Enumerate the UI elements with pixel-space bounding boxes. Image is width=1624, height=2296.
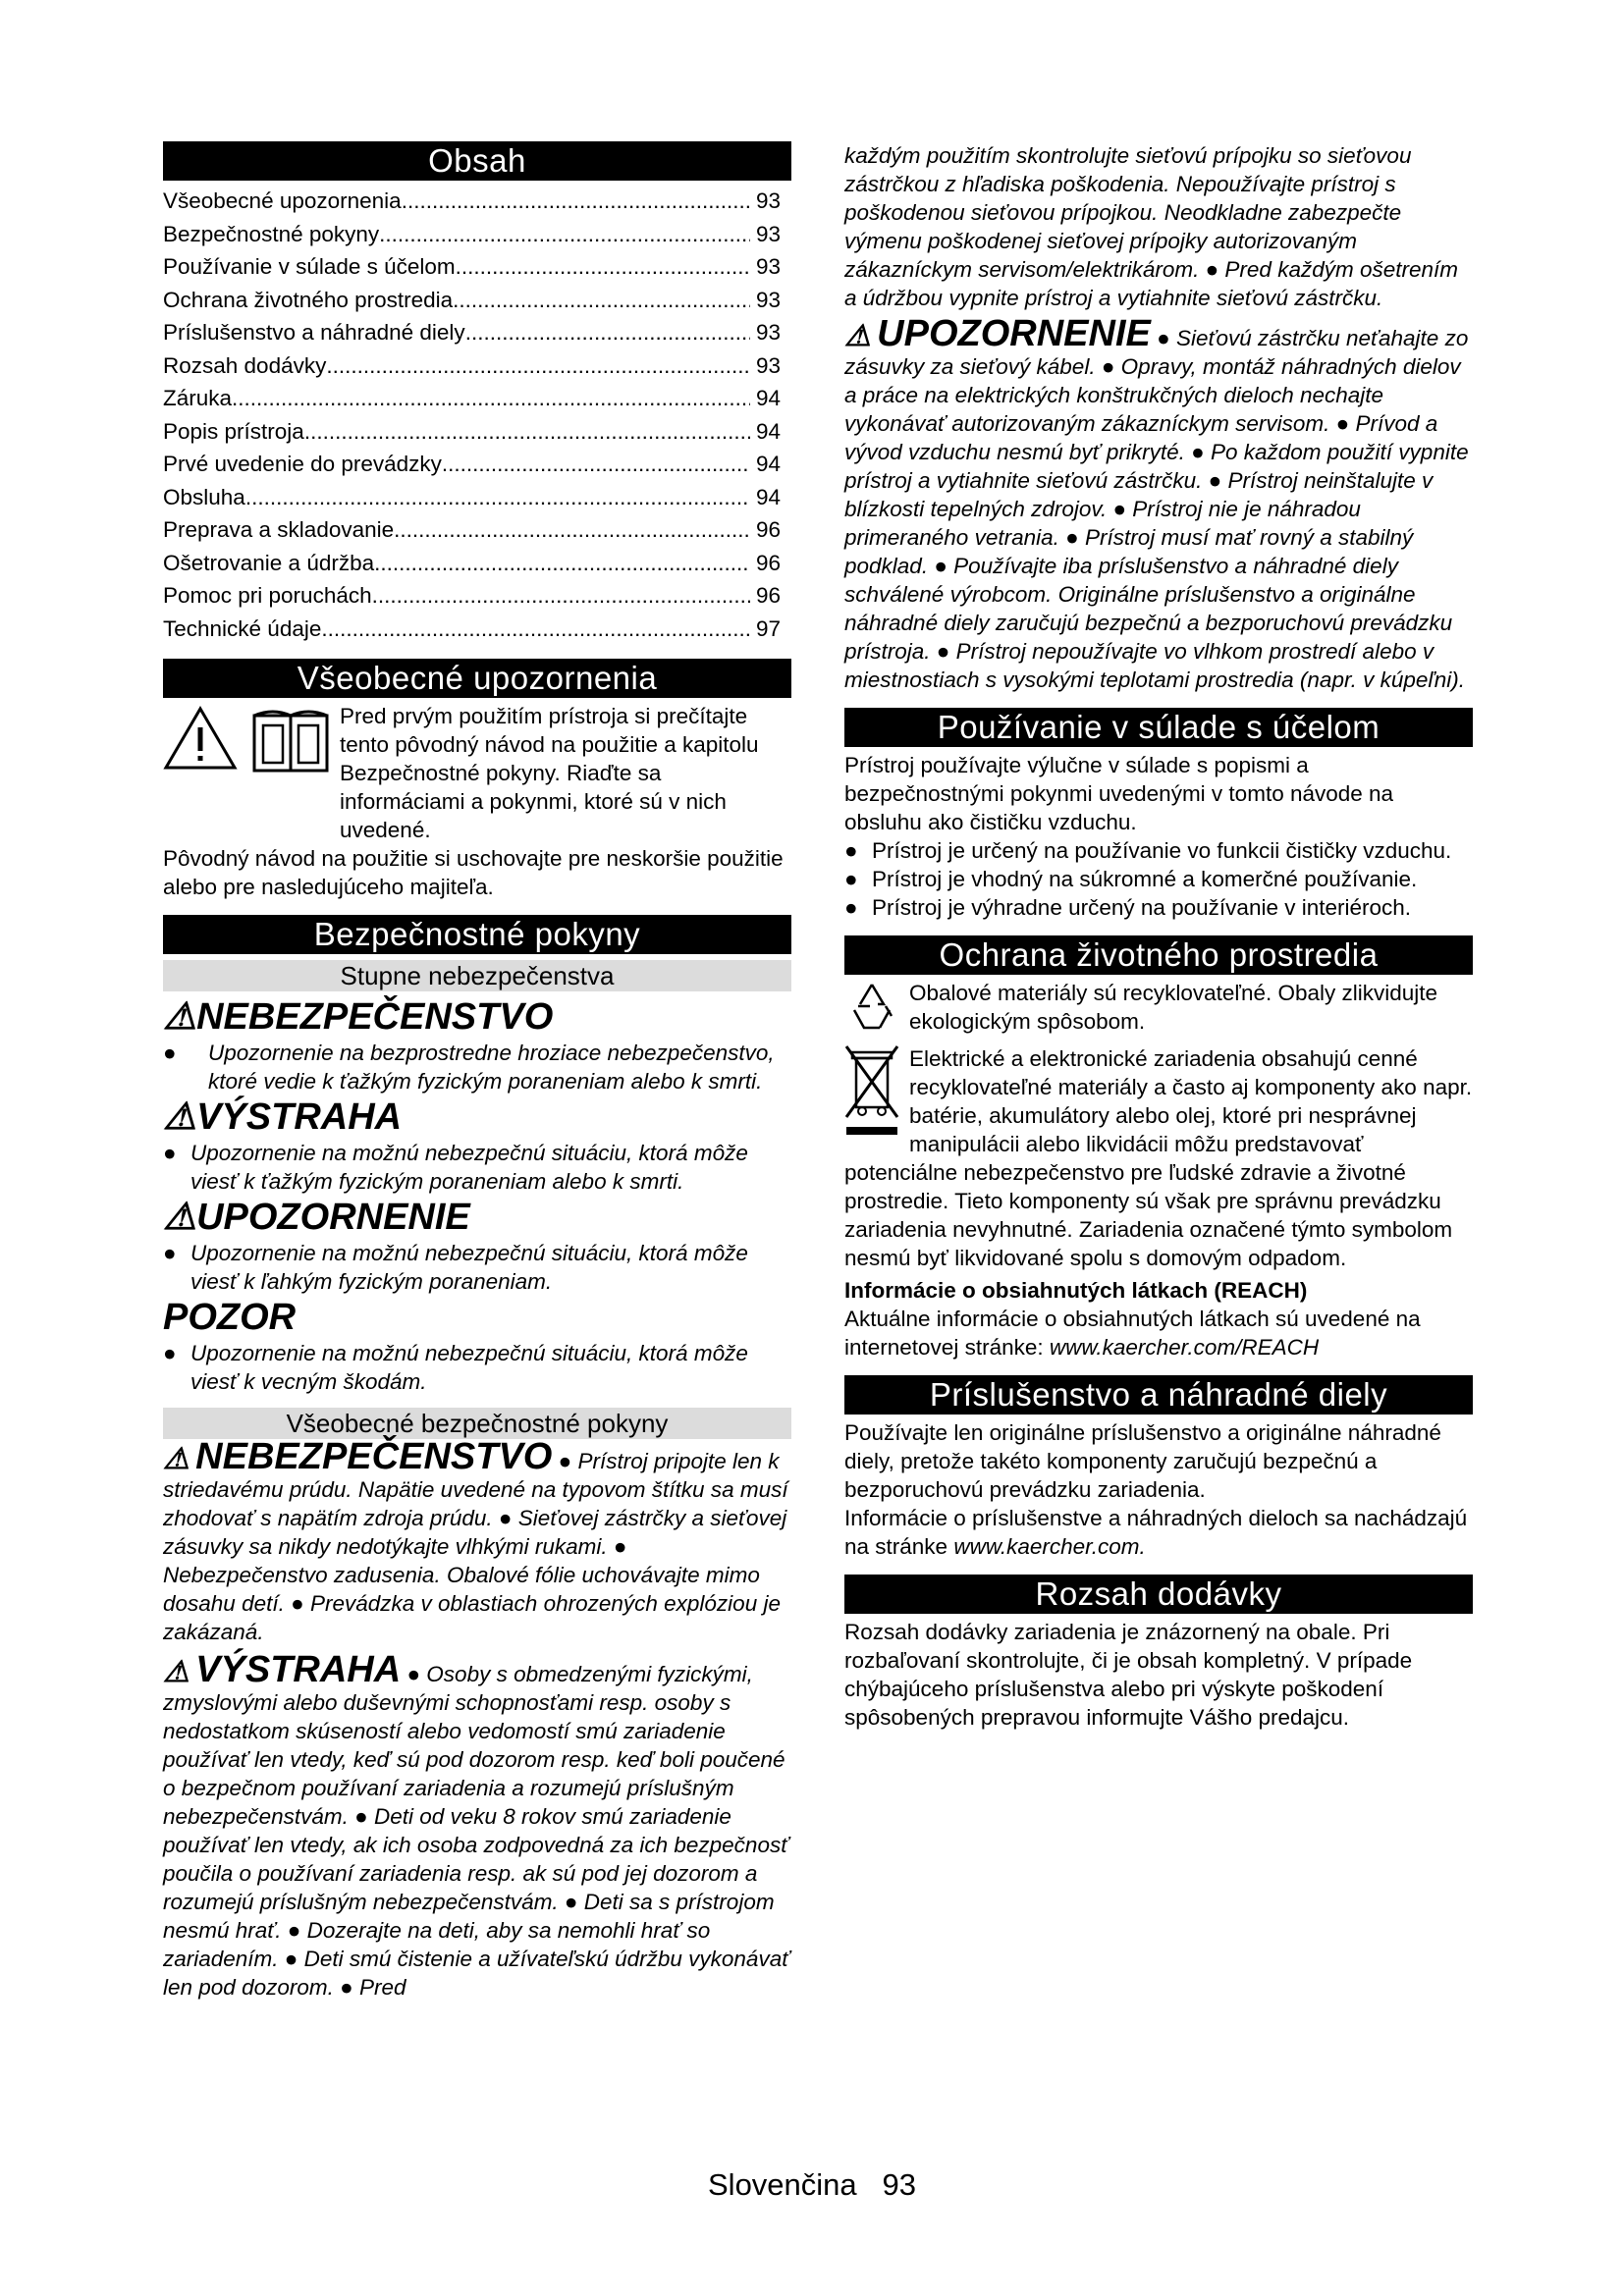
delivery-text: Rozsah dodávky zariadenia je znázornený na obale. Pri rozbaľovaní skontrolujte, či je obsah kompletný. V prípade chýbajúceho príslušenstva alebo pri výskyte poškodení spôsobených prepravou informujte Vášho predajcu.	[844, 1620, 1413, 1730]
danger-levels-heading: Stupne nebezpečenstva	[163, 960, 791, 991]
table-of-contents	[163, 185, 791, 645]
recycle-row	[844, 979, 1473, 1039]
toc-leader-dots	[456, 250, 750, 284]
intended-use-heading: Používanie v súlade s účelom	[844, 708, 1473, 747]
toc-entry-page: 94	[756, 484, 782, 509]
toc-entry	[163, 579, 791, 613]
toc-entry-page: 94	[756, 418, 782, 444]
warning-level-desc: ● Upozornenie na možnú nebezpečnú situáciu, ktorá môže viesť k ťažkým fyzickým poraneniam alebo k smrti.	[163, 1141, 748, 1194]
warning-triangle-icon	[163, 706, 238, 771]
toc-leader-dots	[232, 382, 750, 415]
list-item: ● Prístroj je vhodný na súkromné a komerčné používanie.	[844, 867, 1418, 891]
safety-heading: Bezpečnostné pokyny	[163, 915, 791, 954]
weee-text: Elektrické a elektronické zariadenia obsahujú cenné recyklovateľné materiály a často aj komponenty ako napr. batérie, akumulátory alebo olej, ktoré pri nesprávnej manipulácii alebo likvidácii môžu predstavovať potenciálne nebezpečenstvo pre ľudské zdravie a životné prostredie. Tieto komponenty sú však pre správnu prevádzku zariadenia nevyhnutné. Zariadenia označené týmto symbolom nesmú byť likvidované spolu s domovým odpadom.	[844, 1046, 1473, 1270]
delivery-heading: Rozsah dodávky	[844, 1575, 1473, 1614]
toc-leader-dots	[402, 185, 750, 218]
caution-level-desc: ● Upozornenie na možnú nebezpečnú situáciu, ktorá môže viesť k ľahkým fyzickým poraneniam.	[163, 1241, 748, 1294]
warning-triangle-icon: ⚠	[163, 1096, 197, 1138]
warning-paragraph-continued: každým použitím skontrolujte sieťovú prípojku so sieťovou zástrčkou z hľadiska poškodenia. Nepoužívajte prístroj s poškodenou sieťovou prípojkou. Neodkladne zabezpečte výmenu poškodenej sieťovej prípojky autorizovaným zákazníckym servisom/elektrikárom. ● Pred každým ošetrením a údržbou vypnite prístroj a vytiahnite sieťovú zástrčku.	[844, 143, 1459, 310]
accessories-link[interactable]: www.kaercher.com.	[953, 1534, 1146, 1559]
recycle-text: Obalové materiály sú recyklovateľné. Obaly zlikvidujte ekologickým spôsobom.	[909, 981, 1438, 1034]
manual-book-icon	[249, 706, 332, 774]
toc-entry	[163, 218, 791, 251]
toc-entry-page: 96	[756, 517, 782, 542]
left-column	[163, 141, 791, 2002]
toc-entry	[163, 481, 791, 514]
toc-entry-page: 93	[756, 188, 782, 213]
toc-entry-title: Bezpečnostné pokyny	[163, 221, 380, 246]
toc-entry-title: Ošetrovanie a údržba	[163, 550, 375, 575]
danger-level-label: ⚠NEBEZPEČENSTVO	[163, 996, 554, 1038]
general-intro-text: Pred prvým použitím prístroja si prečítajte tento pôvodný návod na použitie a kapitolu Bezpečnostné pokyny. Riaďte sa informáciami a pokynmi, ktoré sú v nich uvedené.	[340, 704, 759, 842]
toc-entry-page: 93	[756, 352, 782, 378]
toc-entry	[163, 185, 791, 218]
warning-triangle-icon: ⚠	[163, 996, 197, 1038]
toc-entry	[163, 547, 791, 580]
reach-link[interactable]: www.kaercher.com/REACH	[1049, 1335, 1320, 1360]
danger-level-desc: ● Upozornenie na bezprostredne hroziace nebezpečenstvo, ktoré vedie k ťažkým fyzickým poraneniam alebo k smrti.	[163, 1041, 775, 1094]
accessories-info: Informácie o príslušenstve a náhradných dieloch sa nachádzajú na stránke www.kaercher.com.	[844, 1506, 1468, 1559]
toc-entry-title: Popis prístroja	[163, 418, 304, 444]
general-safety-heading: Všeobecné bezpečnostné pokyny	[163, 1408, 791, 1439]
page-number: 93	[882, 2167, 916, 2202]
general-intro	[163, 702, 791, 844]
toc-leader-dots	[326, 349, 750, 383]
general-keep-text: Pôvodný návod na použitie si uschovajte pre neskoršie použitie alebo pre nasledujúceho majiteľa.	[163, 846, 784, 899]
toc-entry-title: Záruka	[163, 386, 233, 410]
caution-level-label: ⚠UPOZORNENIE	[163, 1197, 470, 1238]
warning-triangle-icon: ⚠	[163, 1656, 189, 1688]
toc-entry-title: Používanie v súlade s účelom	[163, 254, 456, 279]
intro-icons	[163, 702, 340, 844]
toc-entry	[163, 250, 791, 284]
toc-entry	[163, 415, 791, 449]
toc-entry	[163, 513, 791, 547]
toc-entry	[163, 613, 791, 646]
toc-entry-page: 93	[756, 254, 782, 279]
toc-entry-title: Technické údaje	[163, 615, 322, 641]
toc-entry-title: Prvé uvedenie do prevádzky	[163, 452, 442, 476]
warning-triangle-icon: ⚠	[844, 320, 871, 352]
page-footer	[0, 2167, 1624, 2203]
toc-leader-dots	[442, 448, 750, 481]
toc-entry-page: 93	[756, 287, 782, 312]
toc-entry-page: 97	[756, 615, 782, 641]
warning-paragraph: ⚠ VÝSTRAHA ● Osoby s obmedzenými fyzickými, zmyslovými alebo duševnými schopnosťami resp. osoby s nedostatkom skúseností alebo vedomostí smú zariadenie používať len vtedy, keď sú pod dozorom resp. keď boli poučené o bezpečnom používaní zariadenia a rozumejú príslušným nebezpečenstvám. ● Deti od veku 8 rokov smú zariadenie používať len vtedy, ak ich osoba zodpovedná za ich bezpečnosť poučila o používaní zariadenia resp. ak sú pod jej dozorom a rozumejú príslušným nebezpečenstvám. ● Deti sa s prístrojom nesmú hrať. ● Dozerajte na deti, aby sa nemohli hrať so zariadením. ● Deti smú čistenie a užívateľskú údržbu vykonávať len pod dozorom. ● Pred	[163, 1649, 790, 2000]
toc-leader-dots	[394, 513, 750, 547]
toc-entry-title: Všeobecné upozornenia	[163, 188, 402, 213]
notice-level-desc: ● Upozornenie na možnú nebezpečnú situáciu, ktorá môže viesť k vecným škodám.	[163, 1341, 748, 1394]
toc-entry-title: Preprava a skladovanie	[163, 517, 395, 542]
toc-leader-dots	[304, 415, 750, 449]
toc-leader-dots	[245, 481, 750, 514]
accessories-heading: Príslušenstvo a náhradné diely	[844, 1375, 1473, 1415]
recycle-icon	[844, 979, 899, 1034]
warning-triangle-icon: ⚠	[163, 1443, 189, 1475]
toc-entry-title: Pomoc pri poruchách	[163, 583, 372, 608]
caution-paragraph: ⚠ UPOZORNENIE ● Sieťovú zástrčku neťahajte zo zásuvky za sieťový kábel. ● Opravy, montáž náhradných dielov a práce na elektrických konštrukčných dieloch nechajte vykonávať autorizovaným zákazníckym servisom. ● Prívod a vývod vzduchu nesmú byť prikryté. ● Po každom použití vypnite prístroj a vytiahnite sieťovú zástrčku. ● Prístroj neinštalujte v blízkosti tepelných zdrojov. ● Prístroj nie je náhradou primeraného vetrania. ● Prístroj musí mať rovný a stabilný podklad. ● Používajte iba príslušenstvo a náhradné diely schválené výrobcom. Originálne príslušenstvo a originálne náhradné diely zaručujú bezpečnú a bezporuchovú prevádzku prístroja. ● Prístroj nepoužívajte vo vlhkom prostredí alebo v miestnostiach s vysokými teplotami prostredia (napr. v kúpeľni).	[844, 313, 1469, 692]
environment-heading: Ochrana životného prostredia	[844, 935, 1473, 975]
toc-entry	[163, 316, 791, 349]
danger-paragraph: ⚠ NEBEZPEČENSTVO ● Prístroj pripojte len k striedavému prúdu. Napätie uvedené na typovom štítku sa musí zhodovať s napätím zdroja prúdu. ● Sieťovej zástrčky a sieťovej zásuvky sa nikdy nedotýkajte vlhkými rukami. ● Nebezpečenstvo zadusenia. Obalové fólie uchovávajte mimo dosahu detí. ● Prevádzka v oblastiach ohrozených explóziou je zakázaná.	[163, 1436, 788, 1644]
toc-leader-dots	[321, 613, 750, 646]
toc-entry-page: 94	[756, 386, 782, 410]
crossed-bin-icon	[844, 1044, 909, 1143]
toc-entry-page: 93	[756, 320, 782, 345]
reach-text: Aktuálne informácie o obsiahnutých látkach sú uvedené na internetovej stránke: www.kaercher.com/REACH	[844, 1307, 1421, 1360]
right-column	[844, 141, 1473, 1732]
toc-entry	[163, 284, 791, 317]
footer-language: Slovenčina	[708, 2167, 857, 2202]
weee-block	[844, 1044, 1473, 1272]
toc-entry-title: Rozsah dodávky	[163, 352, 327, 378]
toc-entry-title: Príslušenstvo a náhradné diely	[163, 320, 465, 345]
toc-heading: Obsah	[163, 141, 791, 181]
toc-leader-dots	[453, 284, 750, 317]
toc-entry-page: 93	[756, 221, 782, 246]
intended-use-text: Prístroj používajte výlučne v súlade s popismi a bezpečnostnými pokynmi uvedenými v tomto návode na obsluhu ako čističku vzduchu.	[844, 753, 1394, 834]
toc-entry	[163, 382, 791, 415]
toc-entry-title: Obsluha	[163, 484, 245, 509]
list-item: ● Prístroj je určený na používanie vo funkcii čističky vzduchu.	[844, 838, 1452, 863]
toc-entry-title: Ochrana životného prostredia	[163, 287, 454, 312]
toc-leader-dots	[465, 316, 750, 349]
warning-triangle-icon: ⚠	[163, 1197, 197, 1238]
toc-entry-page: 96	[756, 583, 782, 608]
toc-leader-dots	[372, 579, 750, 613]
reach-heading: Informácie o obsiahnutých látkach (REACH)	[844, 1278, 1308, 1303]
notice-level-label: POZOR	[163, 1297, 297, 1338]
toc-entry-page: 96	[756, 550, 782, 575]
general-heading: Všeobecné upozornenia	[163, 659, 791, 698]
toc-leader-dots	[374, 547, 750, 580]
toc-entry	[163, 349, 791, 383]
toc-entry-page: 94	[756, 452, 782, 476]
list-item: ● Prístroj je výhradne určený na používanie v interiéroch.	[844, 895, 1412, 920]
toc-entry	[163, 448, 791, 481]
accessories-text: Používajte len originálne príslušenstvo a originálne náhradné diely, pretože takéto komponenty zaručujú bezpečnú a bezporuchovú prevádzku zariadenia.	[844, 1420, 1441, 1502]
toc-leader-dots	[379, 218, 750, 251]
warning-level-label: ⚠VÝSTRAHA	[163, 1096, 403, 1138]
